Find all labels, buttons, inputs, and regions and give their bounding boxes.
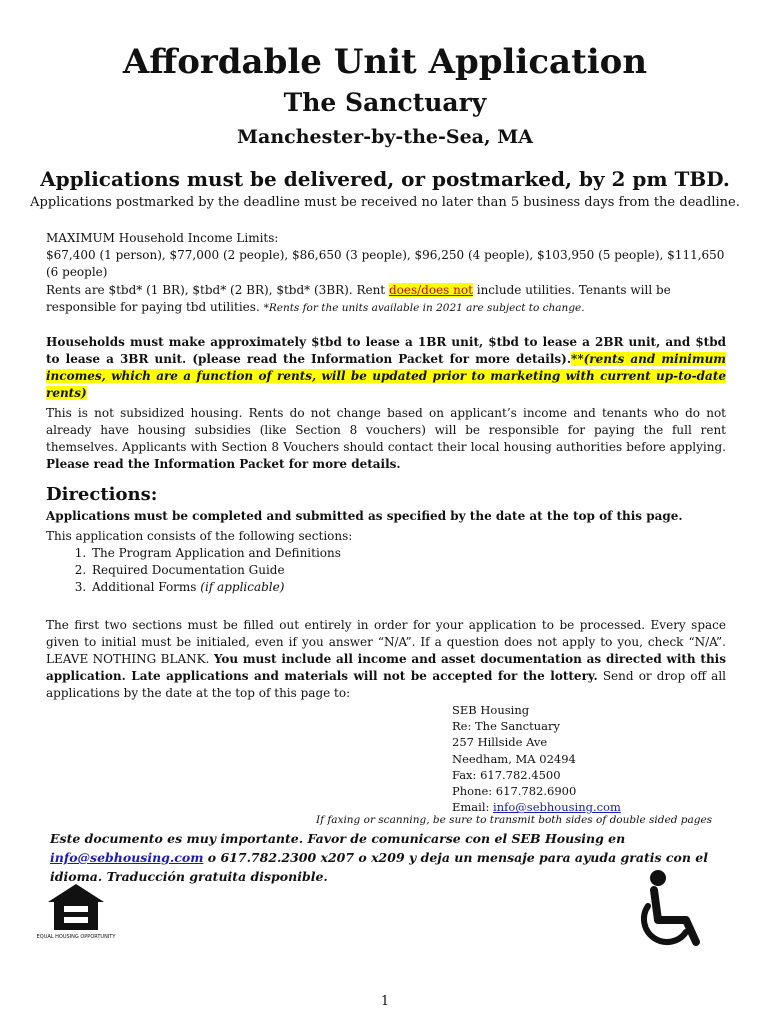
sections-intro: This application consists of the following sections: bbox=[46, 529, 353, 543]
spanish-text-cont: o 617.782.2300 x207 o x209 y deja un mensaje para ayuda gratis con el idioma. Traducción gratuita disponible. bbox=[50, 850, 708, 884]
mailing-address bbox=[452, 702, 621, 815]
households-update-note: **(rents and minimum incomes, which are a function of rents, will be updated prior to marketing with current up-to-date rents) bbox=[46, 352, 726, 400]
spanish-text: Este documento es muy importante. Favor de comunicarse con el SEB Housing en bbox=[50, 831, 626, 846]
wheelchair-icon bbox=[632, 868, 712, 952]
income-values: $67,400 (1 person), $77,000 (2 people), $86,650 (3 people), $96,250 (4 people), $103,950 (5 people), $111,650 (6 people) bbox=[46, 248, 725, 279]
rents-paragraph bbox=[46, 282, 726, 317]
income-label: MAXIMUM Household Income Limits: bbox=[46, 231, 279, 245]
subsidy-paragraph bbox=[46, 405, 726, 473]
subsidy-text: This is not subsidized housing. Rents do not change based on applicant’s income and tenants who do not already have housing subsidies (like Section 8 vouchers) will be responsible for paying the full rent themselves. Applicants with Section 8 Vouchers should contact their local housing authorities before applying. bbox=[46, 406, 726, 454]
sections-list bbox=[46, 545, 726, 596]
instructions-bold: You must include all income and asset documentation as directed with this application. Late applications and materials will not be accepted for the lottery. bbox=[46, 652, 727, 683]
page-title: Affordable Unit Application bbox=[122, 42, 648, 82]
spanish-email-link[interactable]: info@sebhousing.com bbox=[50, 850, 204, 865]
address-name: SEB Housing bbox=[452, 703, 530, 717]
income-limits bbox=[46, 230, 726, 281]
instructions-text: The first two sections must be filled out entirely in order for your application to be processed. Every space given to initial must be initialed, even if you answer “N/A”. If a question does not apply to you, check “N/A”. LEAVE NOTHING BLANK. bbox=[46, 618, 726, 666]
address-fax: Fax: 617.782.4500 bbox=[452, 767, 561, 782]
rents-text: Rents are $tbd* (1 BR), $tbd* (2 BR), $tbd* (3BR). Rent bbox=[46, 283, 389, 297]
directions-heading: Directions: bbox=[46, 484, 158, 505]
address-phone: Phone: 617.782.6900 bbox=[452, 784, 577, 799]
instructions-end: Send or drop off all applications by the date at the top of this page to: bbox=[46, 669, 726, 700]
directions-body bbox=[46, 508, 726, 596]
utilities-highlight: does/does not bbox=[388, 283, 473, 297]
property-location: Manchester-by-the-Sea, MA bbox=[237, 126, 533, 148]
list-item: 3. Additional Forms (if applicable) bbox=[90, 579, 726, 596]
deadline-heading: Applications must be delivered, or postmarked, by 2 pm TBD. bbox=[40, 167, 730, 191]
svg-text:EQUAL HOUSING OPPORTUNITY: EQUAL HOUSING OPPORTUNITY bbox=[36, 934, 116, 940]
address-city: Needham, MA 02494 bbox=[452, 751, 576, 766]
instructions-paragraph bbox=[46, 617, 726, 702]
address-re: Re: The Sanctuary bbox=[452, 719, 560, 734]
households-paragraph bbox=[46, 334, 726, 402]
email-link[interactable]: info@sebhousing.com bbox=[493, 800, 621, 815]
spanish-notice bbox=[50, 829, 730, 886]
directions-bold-line: Applications must be completed and submitted as specified by the date at the top of this page. bbox=[46, 509, 683, 523]
rents-text-cont: include utilities. Tenants will be responsible for paying tbd utilities. bbox=[46, 283, 671, 314]
list-item: 1. The Program Application and Definitions bbox=[90, 545, 726, 562]
sections-note: (if applicable) bbox=[200, 580, 285, 594]
email-label: Email: bbox=[452, 800, 494, 815]
list-item: 2. Required Documentation Guide bbox=[90, 562, 726, 579]
rents-note: *Rents for the units available in 2021 are subject to change. bbox=[263, 302, 585, 314]
subsidy-info-packet: Please read the Information Packet for more details. bbox=[46, 457, 401, 471]
postmark-note: Applications postmarked by the deadline must be received no later than 5 business days from the deadline. bbox=[30, 195, 740, 210]
property-name: The Sanctuary bbox=[283, 88, 487, 117]
address-email-row bbox=[452, 799, 621, 815]
page-number: 1 bbox=[380, 994, 390, 1009]
address-street: 257 Hillside Ave bbox=[452, 735, 548, 750]
fax-note: If faxing or scanning, be sure to transmit both sides of double sided pages bbox=[316, 814, 713, 826]
households-text: Households must make approximately $tbd to lease a 1BR unit, $tbd to lease a 2BR unit, and $tbd to lease a 3BR unit. (please read the Information Packet for more details). bbox=[46, 335, 726, 366]
equal-housing-icon bbox=[36, 882, 116, 948]
